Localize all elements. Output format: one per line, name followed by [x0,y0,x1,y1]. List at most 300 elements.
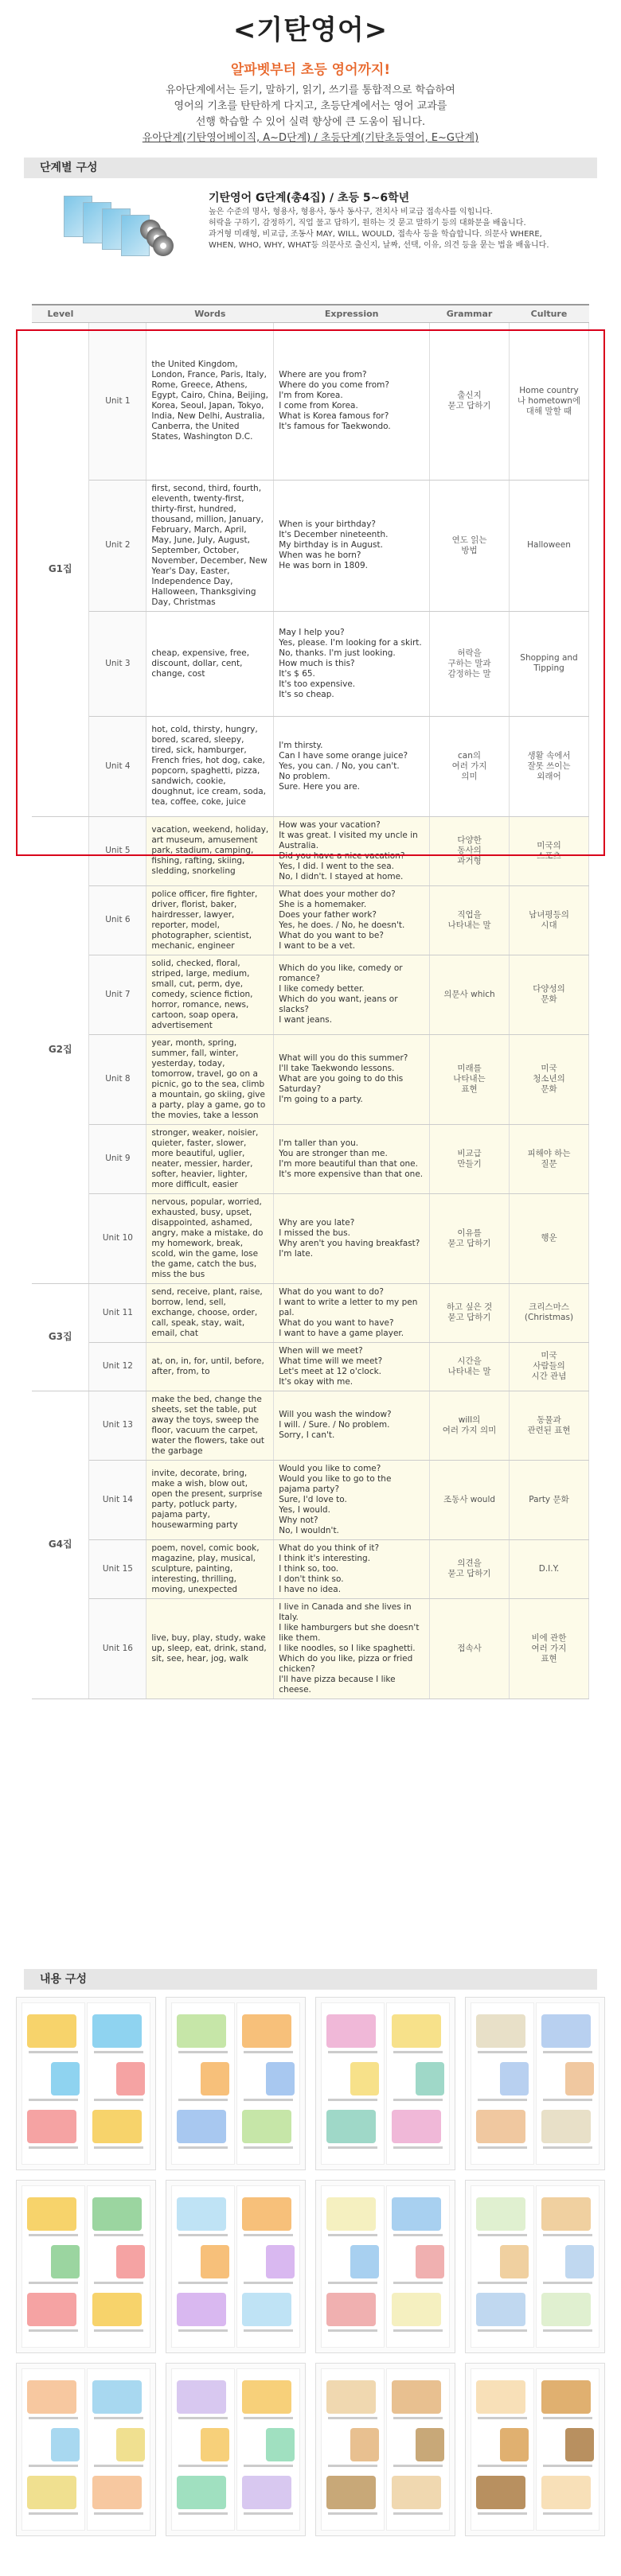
text-line [328,2234,377,2236]
table-row [32,1342,589,1391]
level-label: G4집 [32,1391,89,1699]
words-cell: cheap, expensive, free, discount, dollar, cent, change, cost [146,611,274,716]
illustration-block [27,2110,76,2143]
unit-label: Unit 15 [89,1539,146,1598]
preview-page [236,2002,300,2165]
text-line [328,2282,377,2284]
unit-label: Unit 10 [89,1193,146,1283]
illustration-block [476,2380,525,2414]
words-cell: hot, cold, thirsty, hungry, bored, scared, sleepy, tired, sick, hamburger, French fries, hot dog, cake, popcorn, spaghetti, pizza, sandwich, cookie, doughnut, ice cream, soda, tea, coffee, coke, juice [146,716,274,816]
preview-page [386,2002,450,2165]
text-line [178,2512,228,2515]
culture-cell: Home country 나 hometown에 대해 말할 때 [510,322,589,480]
text-line [478,2282,527,2284]
culture-cell: 미국 사람들의 시간 관념 [510,1342,589,1391]
preview-page [21,2368,85,2531]
book-set-image [64,196,183,264]
unit-label: Unit 13 [89,1391,146,1460]
text-line [94,2512,143,2515]
preview-page [536,2002,600,2165]
expression-cell: What do you want to do? I want to write a letter to my pen pal. What do you want to have? I want to have a game player. [274,1283,430,1342]
preview-page [536,2185,600,2348]
subtitle: 알파벳부터 초등 영어까지! [230,62,391,78]
header-unit [89,305,146,322]
expression-cell: Where are you from? Where do you come from? I'm from Korea. I come from Korea. What is Korea famous for? It's famous for Taekwondo. [274,322,430,480]
illustration-block [541,2014,591,2048]
unit-label: Unit 14 [89,1460,146,1539]
preview-page [171,2185,235,2348]
text-line [29,2512,78,2515]
text-line [178,2234,228,2236]
level-label: G2집 [32,816,89,1283]
intro-line: 영어의 기초를 탄탄하게 다지고, 초등단계에서는 영어 교과를 [174,100,447,112]
unit-label: Unit 4 [89,716,146,816]
illustration-block [51,2245,80,2278]
text-line [393,2099,443,2101]
preview-page [471,2368,534,2531]
illustration-block [326,2293,376,2326]
words-cell: live, buy, play, study, wake up, sleep, eat, drink, stand, sit, see, hear, jog, walk [146,1598,274,1699]
grammar-cell: 다양한 동사의 과거형 [430,816,510,885]
page-preview-image [465,2363,605,2536]
text-line [393,2282,443,2284]
text-line [478,2329,527,2332]
illustration-block [177,2014,226,2048]
preview-page [386,2368,450,2531]
preview-page [321,2002,385,2165]
illustration-block [392,2110,441,2143]
table-row [32,480,589,611]
illustration-block [27,2476,76,2509]
illustration-block [500,2245,529,2278]
text-line [393,2329,443,2332]
table-row [32,955,589,1034]
text-line [393,2146,443,2149]
text-line [393,2417,443,2419]
culture-cell: 미국의 스포츠 [510,816,589,885]
culture-cell: 행운 [510,1193,589,1283]
illustration-block [476,2110,525,2143]
text-line [178,2417,228,2419]
preview-page [21,2185,85,2348]
unit-label: Unit 12 [89,1342,146,1391]
culture-cell: 생활 속에서 잘못 쓰이는 외래어 [510,716,589,816]
text-line [328,2051,377,2053]
illustration-block [392,2197,441,2231]
text-line [478,2146,527,2149]
words-cell: stronger, weaker, noisier, quieter, faster, slower, more beautiful, uglier, neater, messier, harder, softer, heavier, lighter, more difficult, easier [146,1124,274,1193]
illustration-block [242,2476,291,2509]
text-line [29,2099,78,2101]
level-label: G1집 [32,322,89,816]
illustration-block [476,2293,525,2326]
cd-disc-icon [153,235,174,256]
unit-label: Unit 5 [89,816,146,885]
page-preview-image [166,2180,306,2353]
words-cell: nervous, popular, worried, exhausted, busy, upset, disappointed, ashamed, angry, make a mistake, do my homework, break, scold, win the game, lose the game, catch the bus, miss the bus [146,1193,274,1283]
illustration-block [27,2197,76,2231]
illustration-block [116,2062,145,2095]
text-line [328,2512,377,2515]
expression-cell: How was your vacation? It was great. I visited my uncle in Australia. Did you have a nice vacation? Yes, I did. I went to the sea. No, I didn't. I stayed at home. [274,816,430,885]
header-culture: Culture [510,305,589,322]
text-line [543,2051,592,2053]
illustration-block [541,2380,591,2414]
illustration-block [541,2197,591,2231]
illustration-block [242,2110,291,2143]
unit-label: Unit 2 [89,480,146,611]
table-row [32,611,589,716]
unit-label: Unit 7 [89,955,146,1034]
page-preview-image [315,1997,455,2170]
preview-page [321,2368,385,2531]
expression-cell: When is your birthday? It's December nineteenth. My birthday is in August. When was he born? He was born in 1809. [274,480,430,611]
table-row [32,1391,589,1460]
text-line [543,2512,592,2515]
culture-cell: 미국 청소년의 문화 [510,1034,589,1124]
table-row [32,1034,589,1124]
text-line [94,2051,143,2053]
illustration-block [27,2380,76,2414]
header-level: Level [32,305,89,322]
expression-cell: What do you think of it? I think it's interesting. I think so, too. I don't think so. I have no idea. [274,1539,430,1598]
expression-cell: When will we meet? What time will we meet? Let's meet at 12 o'clock. It's okay with me. [274,1342,430,1391]
culture-cell: 피해야 하는 질문 [510,1124,589,1193]
illustration-block [242,2197,291,2231]
illustration-block [476,2476,525,2509]
table-row [32,1283,589,1342]
text-line [178,2282,228,2284]
unit-label: Unit 1 [89,322,146,480]
table-header-row [32,305,589,322]
intro-line: 유아단계에서는 듣기, 말하기, 읽기, 쓰기를 통합적으로 학습하여 [166,84,455,96]
unit-label: Unit 16 [89,1598,146,1699]
text-line [393,2512,443,2515]
words-cell: send, receive, plant, raise, borrow, lend, sell, exchange, choose, order, call, speak, stay, wait, email, chat [146,1283,274,1342]
illustration-block [177,2293,226,2326]
table-row [32,1460,589,1539]
text-line [178,2465,228,2467]
illustration-block [266,2062,295,2095]
illustration-block [266,2245,295,2278]
illustration-block [476,2197,525,2231]
illustration-block [392,2293,441,2326]
page-preview-image [16,2180,156,2353]
grammar-cell: 시간을 나타내는 말 [430,1342,510,1391]
text-line [29,2465,78,2467]
text-line [94,2417,143,2419]
product-line: 과거형 미래형, 비교급, 조동사 MAY, WILL, WOULD, 접속사 등을 학습합니다. 의문사 WHERE, [209,230,542,239]
expression-cell: May I help you? Yes, please. I'm looking for a skirt. No, thanks. I'm just looking. How much is this? It's $ 65. It's too expensive. It's so cheap. [274,611,430,716]
illustration-block [350,2062,379,2095]
words-cell: at, on, in, for, until, before, after, from, to [146,1342,274,1391]
text-line [244,2099,293,2101]
text-line [94,2282,143,2284]
words-cell: solid, checked, floral, striped, large, medium, small, cut, perm, dye, comedy, science fiction, horror, romance, news, cartoon, soap opera, advertisement [146,955,274,1034]
text-line [29,2282,78,2284]
text-line [543,2146,592,2149]
expression-cell: What does your mother do? She is a homemaker. Does your father work? Yes, he does. / No, he doesn't. What do you want to be? I want to be a vet. [274,885,430,955]
thumbnail-row [16,2180,605,2353]
illustration-block [242,2293,291,2326]
table-row [32,1124,589,1193]
illustration-block [392,2380,441,2414]
culture-cell: Party 문화 [510,1460,589,1539]
text-line [393,2234,443,2236]
table-row [32,1193,589,1283]
unit-label: Unit 11 [89,1283,146,1342]
grammar-cell: 조동사 would [430,1460,510,1539]
page-preview-image [465,2180,605,2353]
illustration-block [350,2428,379,2461]
section-title-contents: 내용 구성 [24,1969,597,1990]
text-line [94,2099,143,2101]
illustration-block [500,2062,529,2095]
illustration-block [326,2014,376,2048]
grammar-cell: 이유를 묻고 답하기 [430,1193,510,1283]
text-line [478,2234,527,2236]
page-preview-image [166,1997,306,2170]
illustration-block [541,2476,591,2509]
text-line [244,2146,293,2149]
product-line: 높은 수준의 명사, 형용사, 형용사, 동사 동사구, 전치사 비교급 접속사를 익힙니다. [209,208,493,216]
illustration-block [177,2380,226,2414]
table-row [32,1598,589,1699]
words-cell: the United Kingdom, London, France, Paris, Italy, Rome, Greece, Athens, Egypt, Cairo, China, Beijing, Korea, Seoul, Japan, Tokyo, India, New Delhi, Australia, Canberra, the United States, Washington D.C. [146,322,274,480]
illustration-block [326,2110,376,2143]
level-table [32,304,589,1699]
text-line [543,2234,592,2236]
product-description [209,193,589,251]
page-preview-image [16,1997,156,2170]
illustration-block [500,2428,529,2461]
illustration-block [541,2293,591,2326]
text-line [543,2282,592,2284]
illustration-block [350,2245,379,2278]
text-line [29,2146,78,2149]
culture-cell: D.I.Y. [510,1539,589,1598]
text-line [328,2417,377,2419]
preview-page [321,2185,385,2348]
illustration-block [116,2245,145,2278]
header-expression: Expression [274,305,430,322]
page-preview-image [315,2363,455,2536]
product-line: 허락을 구하기, 감정하기, 직업 물고 답하기, 원하는 것 묻고 말하기 등의 대화문을 배웁니다. [209,219,526,228]
culture-cell: 남녀평등의 시대 [510,885,589,955]
culture-cell: Halloween [510,480,589,611]
illustration-block [326,2476,376,2509]
text-line [543,2329,592,2332]
illustration-block [92,2014,142,2048]
illustration-block [565,2245,594,2278]
table-row [32,885,589,955]
grammar-cell: can의 여러 가지 의미 [430,716,510,816]
unit-label: Unit 9 [89,1124,146,1193]
expression-cell: I'm taller than you. You are stronger than me. I'm more beautiful than that one. It's more expensive than that one. [274,1124,430,1193]
text-line [94,2465,143,2467]
text-line [244,2465,293,2467]
words-cell: make the bed, change the sheets, set the table, put away the toys, sweep the floor, vacuum the carpet, water the flowers, take out the garbage [146,1391,274,1460]
grammar-cell: 비교급 만들기 [430,1124,510,1193]
page-preview-image [16,2363,156,2536]
intro-text [0,83,621,146]
expression-cell: Would you like to come? Would you like to go to the pajama party? Sure, I'd love to. Yes, I would. Why not? No, I wouldn't. [274,1460,430,1539]
grammar-cell: 의문사 which [430,955,510,1034]
text-line [543,2099,592,2101]
preview-page [536,2368,600,2531]
words-cell: year, month, spring, summer, fall, winter, yesterday, today, tomorrow, travel, go on a picnic, go to the sea, climb a mountain, go skiing, give a party, play a game, go to the movies, take a lesson [146,1034,274,1124]
illustration-block [27,2293,76,2326]
text-line [478,2512,527,2515]
grammar-cell: 허락을 구하는 말과 감정하는 말 [430,611,510,716]
illustration-block [177,2476,226,2509]
unit-label: Unit 3 [89,611,146,716]
illustration-block [541,2110,591,2143]
text-line [244,2282,293,2284]
product-info [32,188,589,275]
text-line [244,2051,293,2053]
illustration-block [51,2062,80,2095]
illustration-block [116,2428,145,2461]
text-line [328,2329,377,2332]
preview-page [236,2185,300,2348]
intro-line: 선행 학습할 수 있어 실력 향상에 큰 도움이 됩니다. [195,116,426,128]
page-preview-image [166,2363,306,2536]
grammar-cell: will의 여러 가지 의미 [430,1391,510,1460]
text-line [94,2234,143,2236]
product-line: WHEN, WHO, WHY, WHAT등 의문사로 출신지, 날짜, 선택, 이유, 의견 등을 묻는 법을 배웁니다. [209,241,549,250]
text-line [328,2099,377,2101]
grammar-cell: 연도 읽는 방법 [430,480,510,611]
illustration-block [92,2293,142,2326]
culture-cell: Shopping and Tipping [510,611,589,716]
unit-label: Unit 8 [89,1034,146,1124]
illustration-block [177,2110,226,2143]
thumbnail-row [16,1997,605,2170]
words-cell: police officer, fire fighter, driver, florist, baker, hairdresser, lawyer, reporter, model, photographer, scientist, mechanic, engineer [146,885,274,955]
illustration-block [51,2428,80,2461]
page-title: <기탄영어> [232,14,389,46]
preview-page [386,2185,450,2348]
illustration-block [201,2062,229,2095]
grammar-cell: 미래를 나타내는 표현 [430,1034,510,1124]
expression-cell: Will you wash the window? I will. / Sure. / No problem. Sorry, I can't. [274,1391,430,1460]
illustration-block [242,2014,291,2048]
expression-cell: Which do you like, comedy or romance? I like comedy better. Which do you want, jeans or slacks? I want jeans. [274,955,430,1034]
words-cell: invite, decorate, bring, make a wish, blow out, open the present, surprise party, potluck party, pajama party, housewarming party [146,1460,274,1539]
text-line [478,2051,527,2053]
preview-page [21,2002,85,2165]
grammar-cell: 의견을 묻고 답하기 [430,1539,510,1598]
illustration-block [565,2062,594,2095]
preview-page [471,2002,534,2165]
illustration-block [92,2110,142,2143]
table-row [32,322,589,480]
words-cell: poem, novel, comic book, magazine, play, musical, sculpture, painting, interesting, thrilling, moving, unexpected [146,1539,274,1598]
words-cell: vacation, weekend, holiday, art museum, amusement park, stadium, camping, fishing, rafting, skiing, sledding, snorkeling [146,816,274,885]
preview-page [87,2185,150,2348]
illustration-block [92,2380,142,2414]
illustration-block [416,2428,444,2461]
illustration-block [392,2014,441,2048]
text-line [94,2146,143,2149]
text-line [29,2234,78,2236]
text-line [29,2417,78,2419]
words-cell: first, second, third, fourth, eleventh, twenty-first, thirty-first, hundred, thousand, million, January, February, March, April, May, June, July, August, September, October, November, December, New Year's Day, Easter, Independence Day, Halloween, Thanksgiving Day, Christmas [146,480,274,611]
grammar-cell: 접속사 [430,1598,510,1699]
text-line [328,2146,377,2149]
text-line [244,2417,293,2419]
text-line [244,2512,293,2515]
text-line [178,2099,228,2101]
preview-page [87,2002,150,2165]
preview-page [471,2185,534,2348]
table-row [32,816,589,885]
culture-cell: 비에 관한 여러 가지 표현 [510,1598,589,1699]
illustration-block [201,2245,229,2278]
illustration-block [326,2380,376,2414]
illustration-block [476,2014,525,2048]
illustration-block [177,2197,226,2231]
illustration-block [27,2014,76,2048]
thumbnail-row [16,2363,605,2536]
illustration-block [92,2197,142,2231]
product-heading: 기탄영어 G단계(총4집) / 초등 5~6학년 [209,192,410,204]
page-preview-image [465,1997,605,2170]
level-label: G3집 [32,1283,89,1391]
illustration-block [326,2197,376,2231]
text-line [543,2417,592,2419]
text-line [543,2465,592,2467]
illustration-block [201,2428,229,2461]
expression-cell: What will you do this summer? I'll take Taekwondo lessons. What are you going to do this Saturday? I'm going to a party. [274,1034,430,1124]
text-line [244,2234,293,2236]
text-line [178,2146,228,2149]
preview-page [171,2002,235,2165]
illustration-block [242,2380,291,2414]
text-line [328,2465,377,2467]
grammar-cell: 출신지 묻고 답하기 [430,322,510,480]
text-line [29,2051,78,2053]
preview-page [171,2368,235,2531]
text-line [478,2099,527,2101]
table-row [32,1539,589,1598]
text-line [244,2329,293,2332]
text-line [478,2417,527,2419]
text-line [478,2465,527,2467]
intro-line-levels: 유아단계(기탄영어베이직, A~D단계) / 초등단계(기탄초등영어, E~G단계) [142,132,479,144]
culture-cell: 동물과 관련된 표현 [510,1391,589,1460]
culture-cell: 다양성의 문화 [510,955,589,1034]
text-line [94,2329,143,2332]
illustration-block [416,2245,444,2278]
table-row [32,716,589,816]
culture-cell: 크리스마스 (Christmas) [510,1283,589,1342]
illustration-block [392,2476,441,2509]
illustration-block [266,2428,295,2461]
preview-page [236,2368,300,2531]
expression-cell: I live in Canada and she lives in Italy. I like hamburgers but she doesn't like them. I like noodles, so I like spaghetti. Which do you like, pizza or fried chicken? I'll have pizza because I like cheese. [274,1598,430,1699]
header-grammar: Grammar [430,305,510,322]
preview-page [87,2368,150,2531]
expression-cell: I'm thirsty. Can I have some orange juice? Yes, you can. / No, you can't. No problem. Sure. Here you are. [274,716,430,816]
text-line [178,2051,228,2053]
grammar-cell: 하고 싶은 것 묻고 답하기 [430,1283,510,1342]
illustration-block [416,2062,444,2095]
unit-label: Unit 6 [89,885,146,955]
grammar-cell: 직업을 나타내는 말 [430,885,510,955]
illustration-block [565,2428,594,2461]
